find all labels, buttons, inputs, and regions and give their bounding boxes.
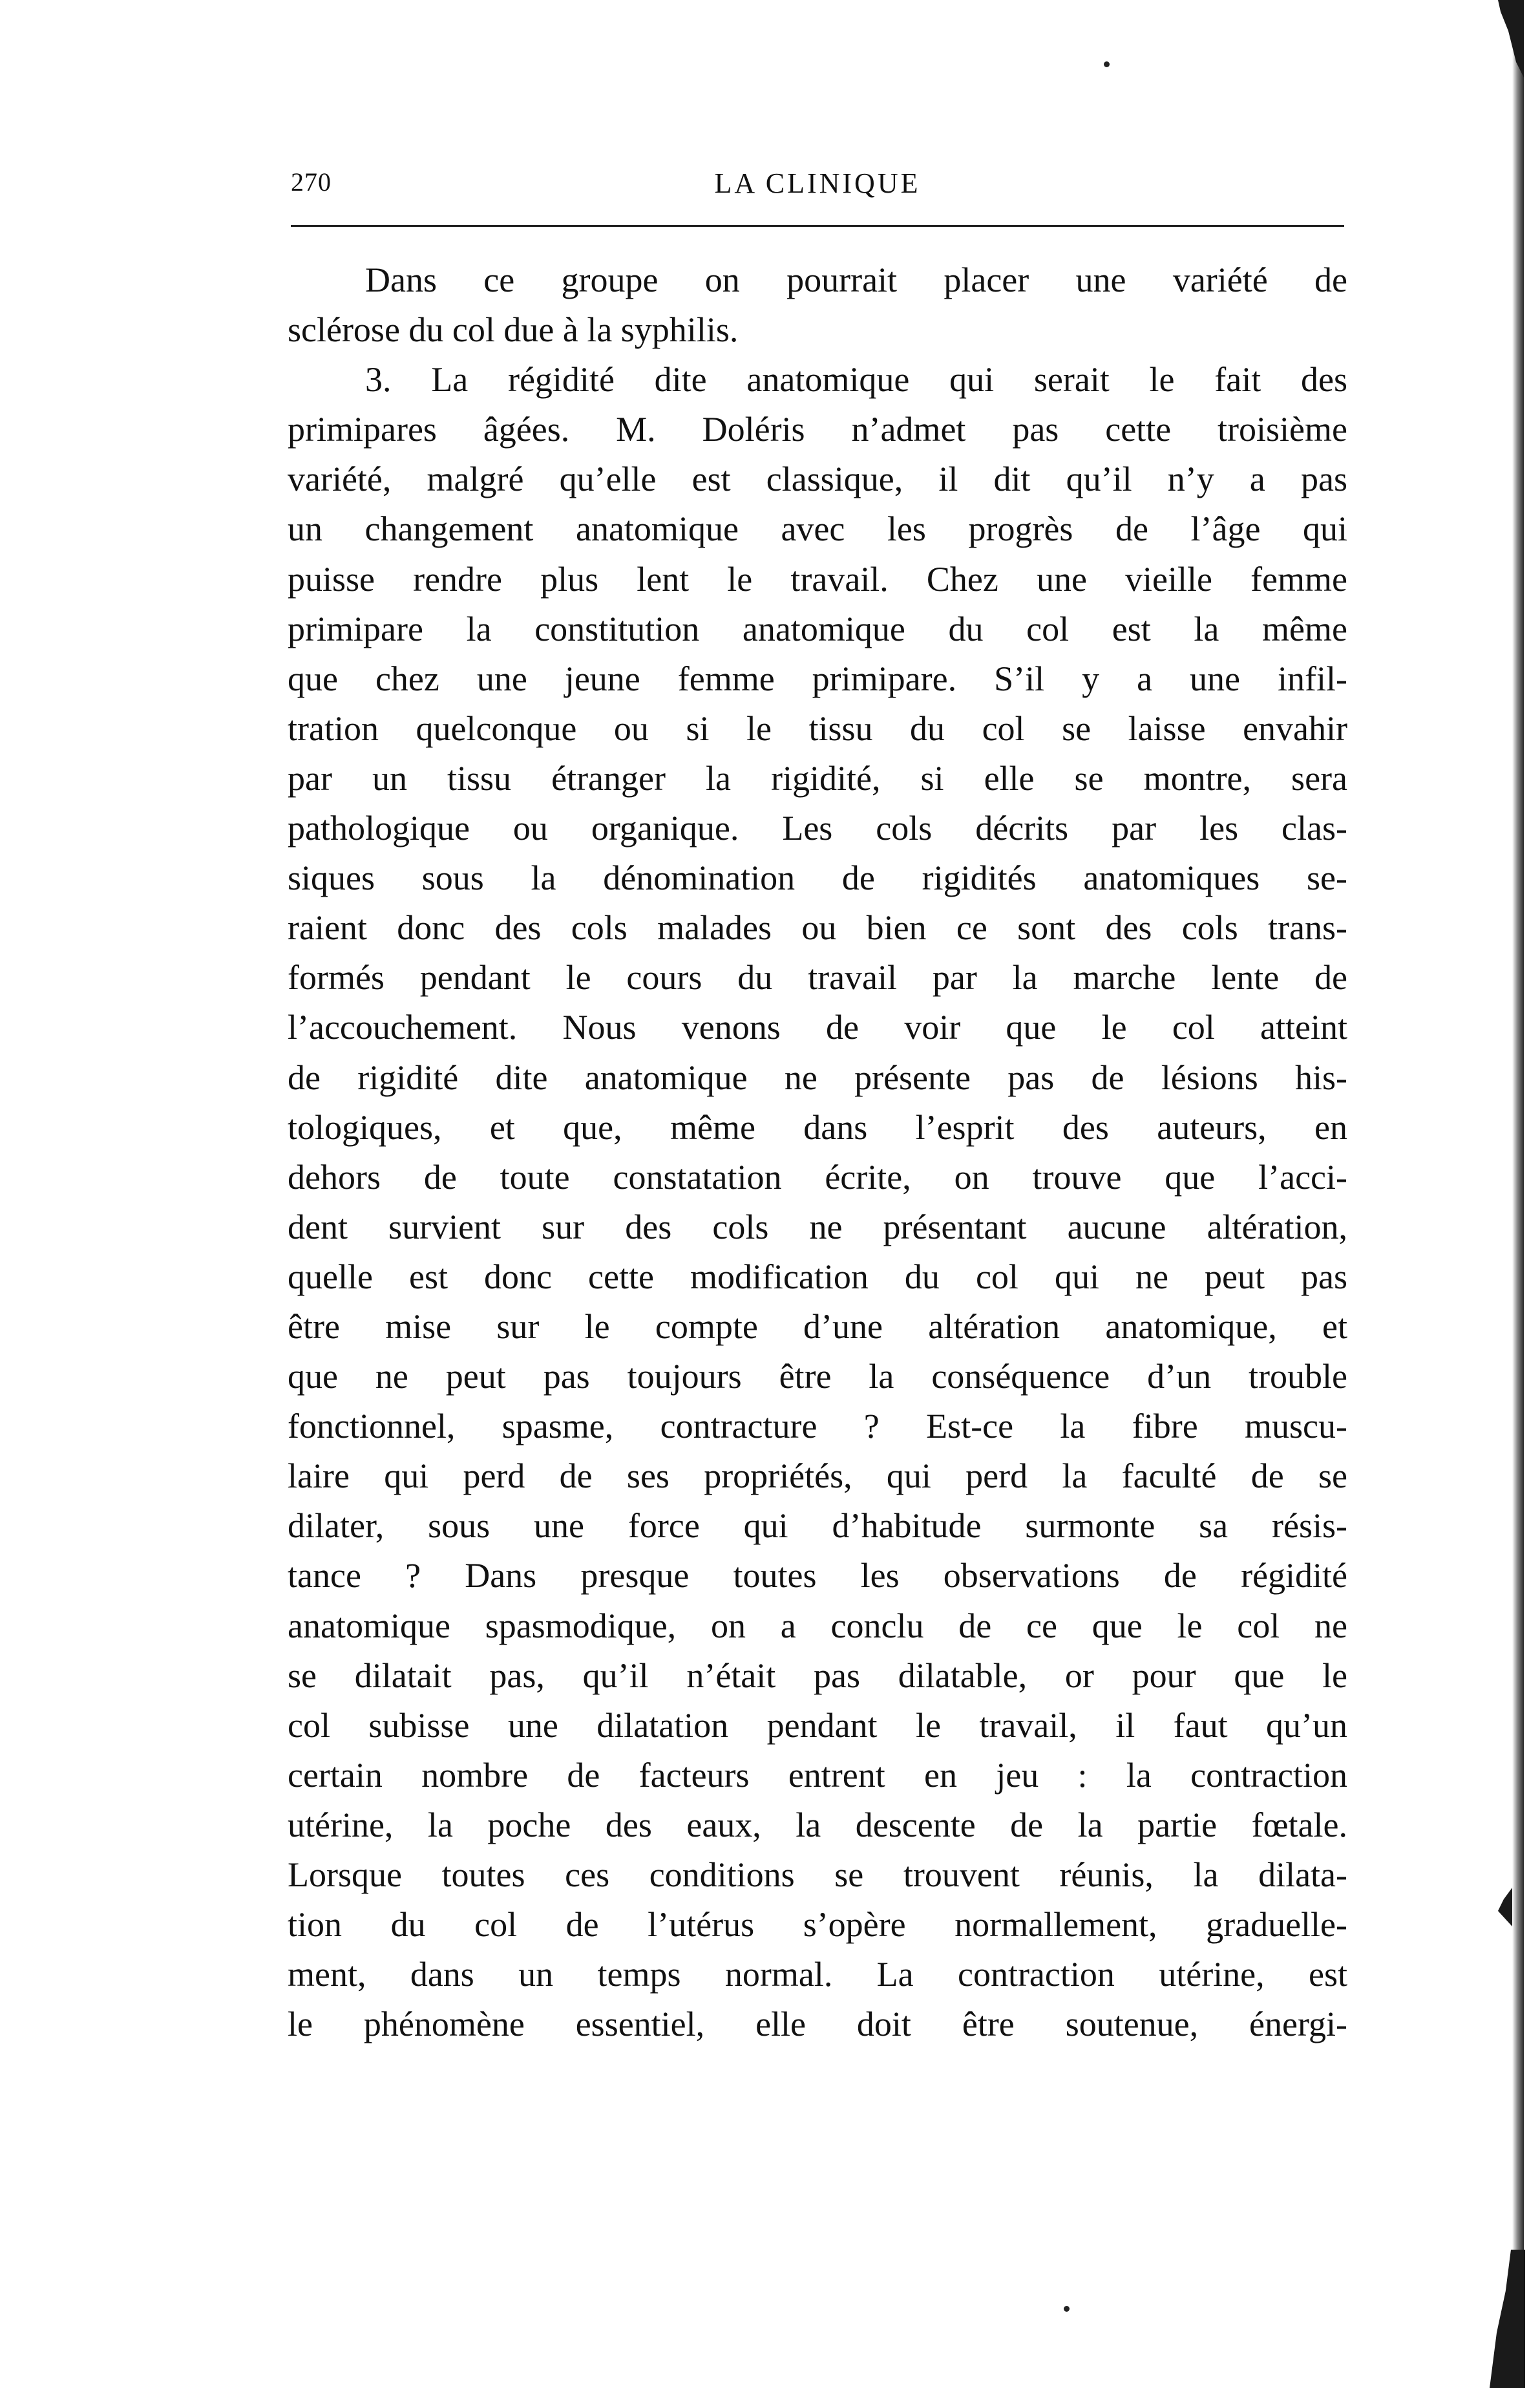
text-line: quelle est donc cette modification du col qui ne peut pas xyxy=(288,1257,1347,1296)
text-line: être mise sur le compte d’une altération anatomique, et xyxy=(288,1306,1347,1346)
text-line: sclérose du col due à la syphilis. xyxy=(288,310,739,350)
ink-speck-bottom xyxy=(1064,2306,1070,2312)
text-line: puisse rendre plus lent le travail. Chez une vieille femme xyxy=(288,559,1347,599)
text-line: tration quelconque ou si le tissu du col se laisse envahir xyxy=(288,709,1347,748)
page-edge-shadow xyxy=(1512,0,1524,2388)
text-line: dent survient sur des cols ne présentant aucune altération, xyxy=(288,1207,1347,1246)
page-number: 270 xyxy=(291,167,332,197)
text-line: formés pendant le cours du travail par la marche lente de xyxy=(288,958,1347,997)
text-line: de rigidité dite anatomique ne présente pas de lésions his- xyxy=(288,1058,1347,1097)
text-line: que chez une jeune femme primipare. S’il y a une infil- xyxy=(288,659,1347,698)
text-line: variété, malgré qu’elle est classique, il dit qu’il n’y a pas xyxy=(288,460,1347,499)
header-rule xyxy=(291,225,1344,227)
text-line: pathologique ou organique. Les cols décrits par les clas- xyxy=(288,809,1347,848)
text-line: tologiques, et que, même dans l’esprit des auteurs, en xyxy=(288,1107,1347,1147)
text-line: dilater, sous une force qui d’habitude surmonte sa résis- xyxy=(288,1506,1347,1546)
text-line: tion du col de l’utérus s’opère normallement, graduelle- xyxy=(288,1905,1347,1945)
text-line: Lorsque toutes ces conditions se trouvent réunis, la dilata- xyxy=(288,1855,1347,1894)
scan-edge-mark-bottom xyxy=(1490,2250,1525,2388)
text-line: fonctionnel, spasme, contracture ? Est-ce la fibre muscu- xyxy=(288,1407,1347,1446)
text-line: anatomique spasmodique, on a conclu de ce que le col ne xyxy=(288,1606,1347,1645)
text-line: certain nombre de facteurs entrent en jeu : la contraction xyxy=(288,1755,1347,1795)
ink-speck-top xyxy=(1104,61,1110,67)
running-head xyxy=(291,167,1344,206)
text-line: primipare la constitution anatomique du col est la même xyxy=(288,609,1347,648)
text-line: l’accouchement. Nous venons de voir que le col atteint xyxy=(288,1008,1347,1047)
text-line: col subisse une dilatation pendant le travail, il faut qu’un xyxy=(288,1705,1347,1745)
text-line: par un tissu étranger la rigidité, si elle se montre, sera xyxy=(288,758,1347,798)
text-line: se dilatait pas, qu’il n’était pas dilatable, or pour que le xyxy=(288,1656,1347,1695)
scan-edge-mark-top xyxy=(1498,0,1524,78)
text-line: tance ? Dans presque toutes les observations de régidité xyxy=(288,1556,1347,1595)
text-line: dehors de toute constatation écrite, on trouve que l’acci- xyxy=(288,1157,1347,1197)
text-line: siques sous la dénomination de rigidités anatomiques se- xyxy=(288,858,1347,898)
text-line: raient donc des cols malades ou bien ce sont des cols trans- xyxy=(288,908,1347,948)
text-line: 3. La régidité dite anatomique qui serait le fait des xyxy=(365,360,1347,400)
text-line: un changement anatomique avec les progrès de l’âge qui xyxy=(288,509,1347,549)
scan-edge-mark-middle xyxy=(1498,1888,1512,1926)
text-line: utérine, la poche des eaux, la descente de la partie fœtale. xyxy=(288,1805,1347,1844)
text-line: laire qui perd de ses propriétés, qui perd la faculté de se xyxy=(288,1456,1347,1496)
text-line: primipares âgées. M. Doléris n’admet pas cette troisième xyxy=(288,410,1347,449)
text-line: que ne peut pas toujours être la conséquence d’un trouble xyxy=(288,1357,1347,1396)
text-line: ment, dans un temps normal. La contraction utérine, est xyxy=(288,1955,1347,1994)
body-text xyxy=(288,255,1347,2049)
text-line: le phénomène essentiel, elle doit être soutenue, énergi- xyxy=(288,2005,1347,2044)
text-line: Dans ce groupe on pourrait placer une variété de xyxy=(365,261,1347,299)
running-title: LA CLINIQUE xyxy=(714,167,921,199)
